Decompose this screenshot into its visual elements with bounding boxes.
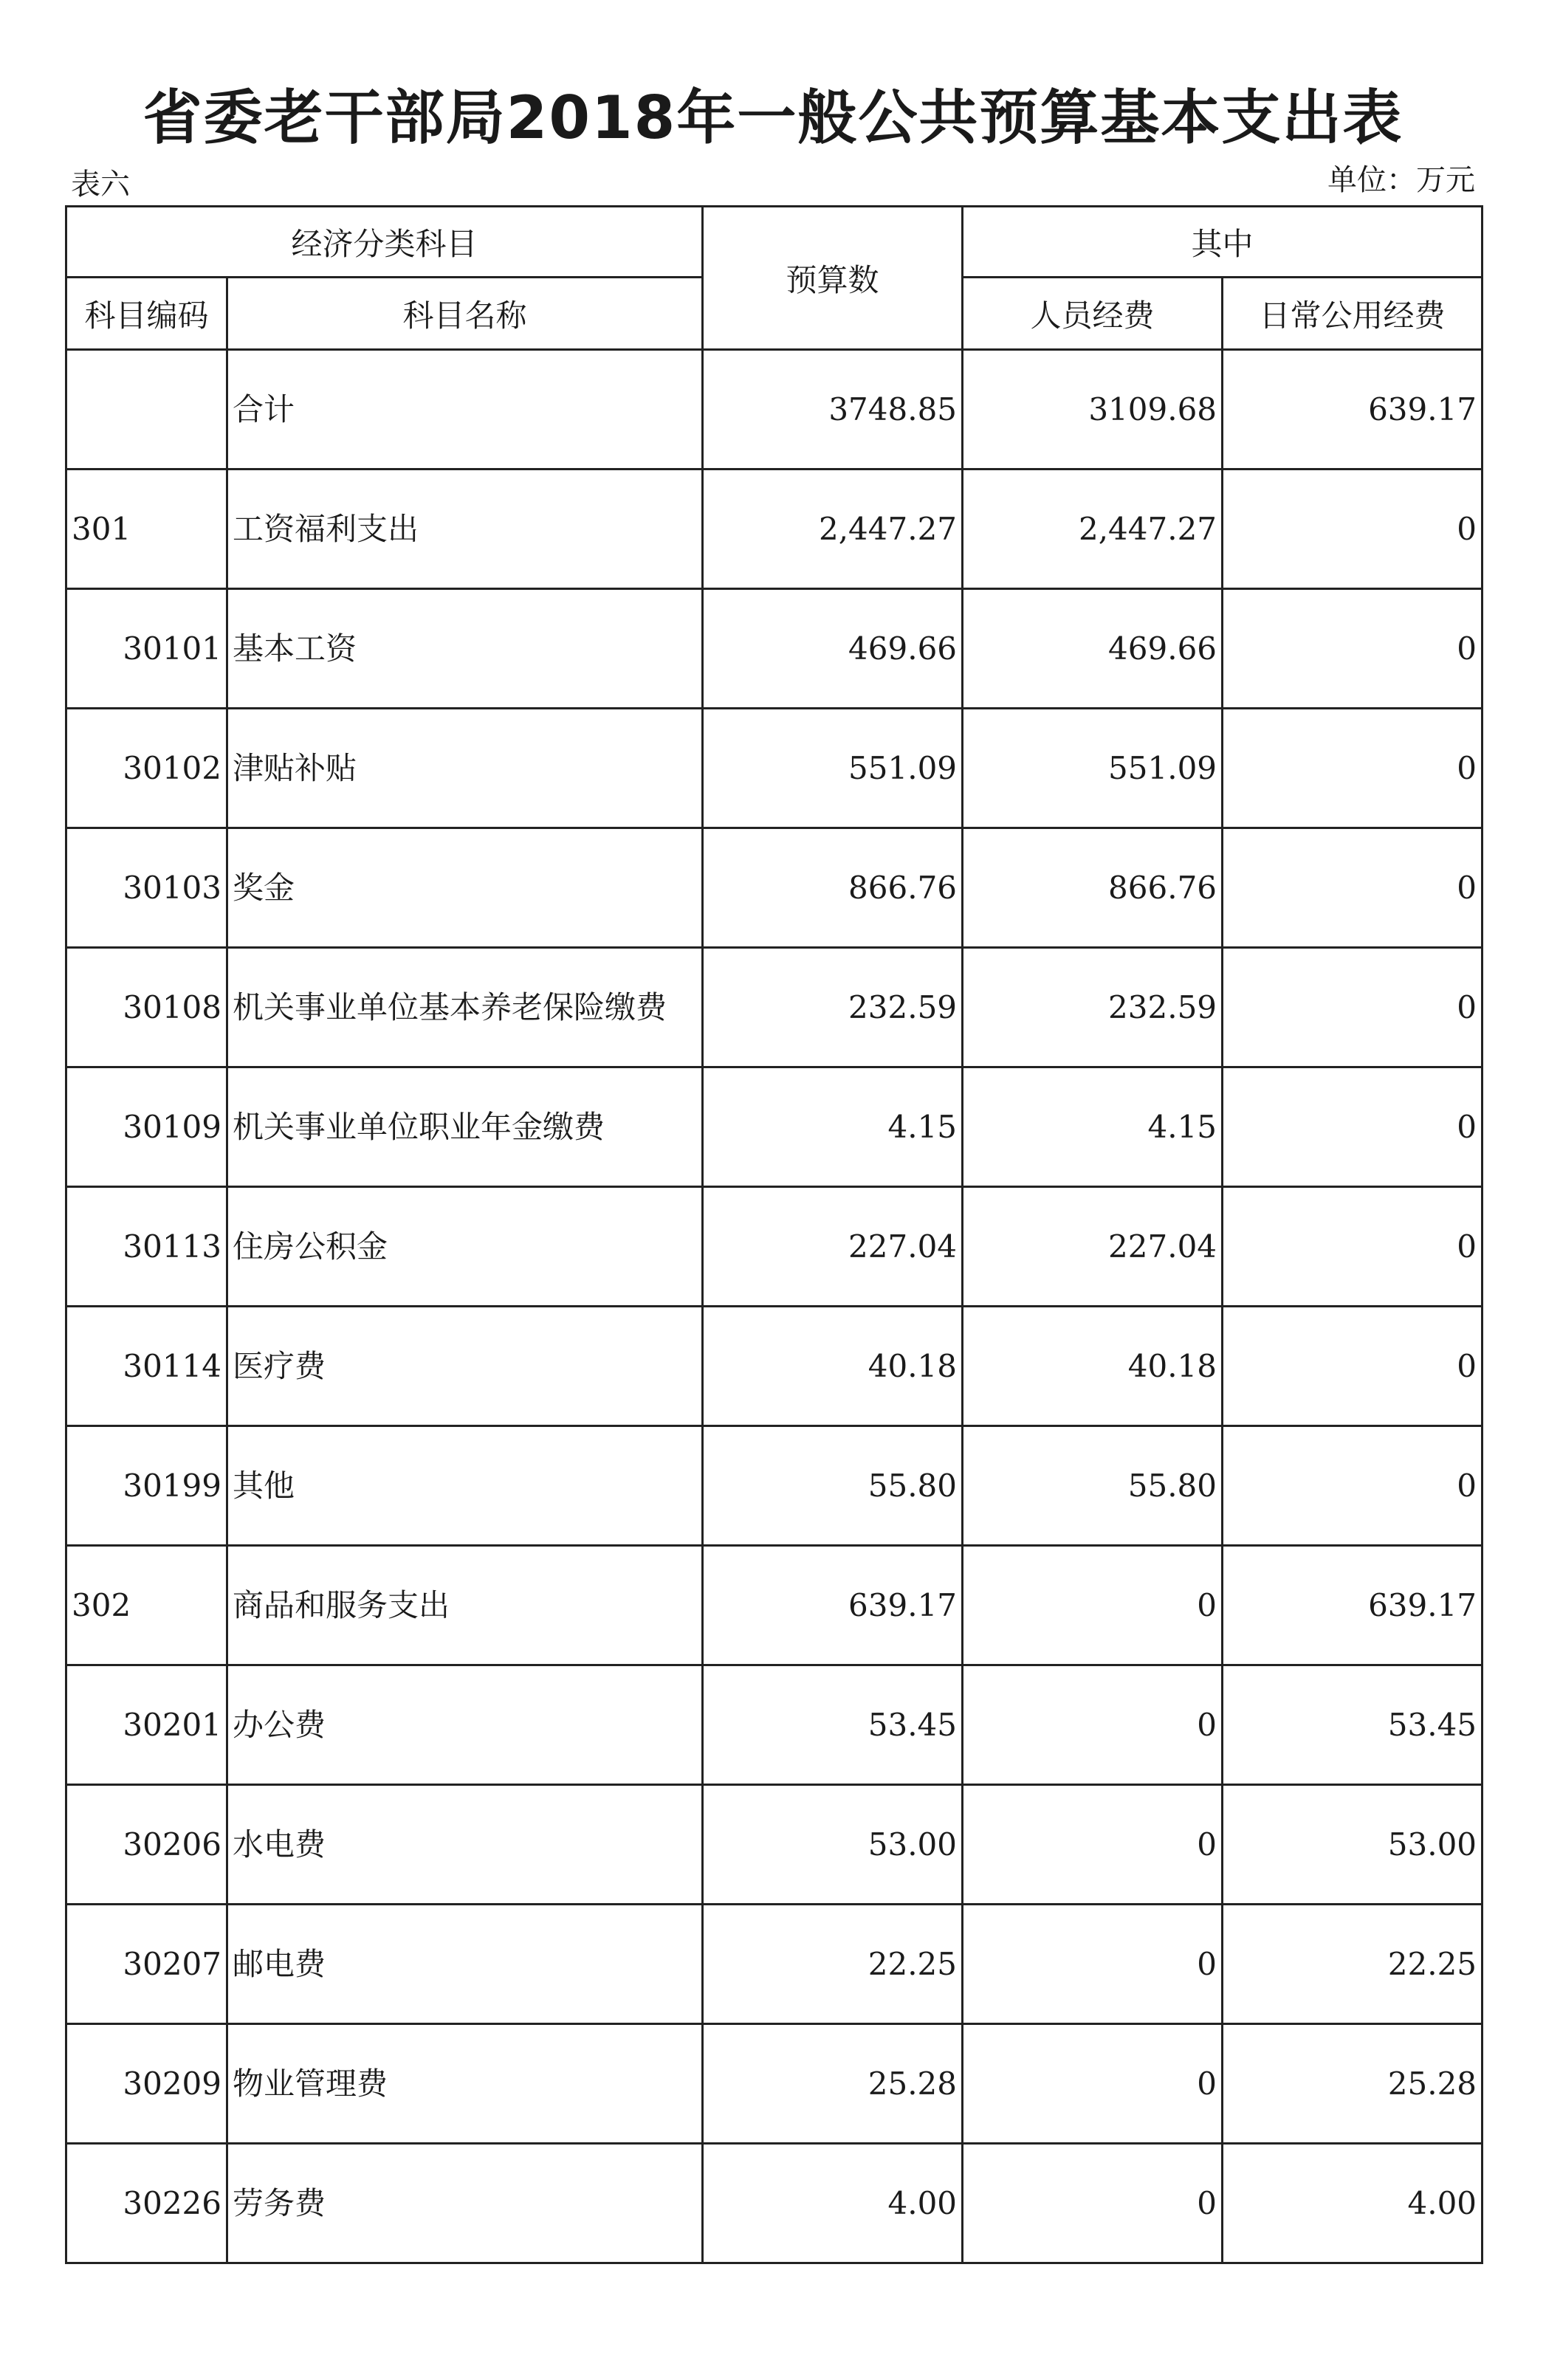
header-public: 日常公用经费 xyxy=(1223,278,1483,350)
name-cell: 机关事业单位职业年金缴费 xyxy=(227,1067,703,1187)
table-row-total xyxy=(66,350,1483,470)
public-cell: 25.28 xyxy=(1223,2024,1483,2144)
personnel-cell: 866.76 xyxy=(963,828,1223,948)
name-cell: 机关事业单位基本养老保险缴费 xyxy=(227,948,703,1067)
budget-cell: 639.17 xyxy=(703,1546,963,1665)
table-row xyxy=(66,470,1483,589)
table-row xyxy=(66,1067,1483,1187)
name-cell: 物业管理费 xyxy=(227,2024,703,2144)
budget-cell: 40.18 xyxy=(703,1307,963,1426)
name-cell: 住房公积金 xyxy=(227,1187,703,1307)
header-code: 科目编码 xyxy=(66,278,227,350)
personnel-cell: 55.80 xyxy=(963,1426,1223,1546)
personnel-cell: 40.18 xyxy=(963,1307,1223,1426)
unit-label: 单位：万元 xyxy=(1327,163,1475,197)
code-cell: 30114 xyxy=(66,1307,227,1426)
budget-cell: 4.15 xyxy=(703,1067,963,1187)
table-row xyxy=(66,2024,1483,2144)
code-cell: 30209 xyxy=(66,2024,227,2144)
budget-table xyxy=(65,205,1483,2264)
public-cell: 0 xyxy=(1223,828,1483,948)
budget-cell: 551.09 xyxy=(703,709,963,828)
budget-cell: 22.25 xyxy=(703,1905,963,2024)
header-budget: 预算数 xyxy=(703,207,963,350)
table-row xyxy=(66,1426,1483,1546)
public-cell: 0 xyxy=(1223,470,1483,589)
code-cell: 30226 xyxy=(66,2144,227,2263)
code-cell: 30201 xyxy=(66,1665,227,1785)
header-row-1 xyxy=(66,207,1483,278)
table-row xyxy=(66,1905,1483,2024)
public-cell: 0 xyxy=(1223,1187,1483,1307)
budget-cell: 53.45 xyxy=(703,1665,963,1785)
code-cell: 301 xyxy=(66,470,227,589)
name-cell: 办公费 xyxy=(227,1665,703,1785)
public-cell: 0 xyxy=(1223,1426,1483,1546)
personnel-cell: 0 xyxy=(963,2144,1223,2263)
header-name: 科目名称 xyxy=(227,278,703,350)
personnel-cell: 0 xyxy=(963,1546,1223,1665)
table-row xyxy=(66,1546,1483,1665)
budget-cell: 232.59 xyxy=(703,948,963,1067)
name-cell: 医疗费 xyxy=(227,1307,703,1426)
name-cell: 水电费 xyxy=(227,1785,703,1905)
table-row xyxy=(66,709,1483,828)
code-cell: 30102 xyxy=(66,709,227,828)
name-cell: 奖金 xyxy=(227,828,703,948)
table-row xyxy=(66,1665,1483,1785)
code-cell: 30199 xyxy=(66,1426,227,1546)
budget-cell: 3748.85 xyxy=(703,350,963,470)
name-cell: 劳务费 xyxy=(227,2144,703,2263)
code-cell: 30109 xyxy=(66,1067,227,1187)
name-cell: 合计 xyxy=(227,350,703,470)
budget-cell: 2,447.27 xyxy=(703,470,963,589)
budget-cell: 469.66 xyxy=(703,589,963,709)
public-cell: 0 xyxy=(1223,589,1483,709)
header-economic-category: 经济分类科目 xyxy=(66,207,703,278)
name-cell: 基本工资 xyxy=(227,589,703,709)
personnel-cell: 2,447.27 xyxy=(963,470,1223,589)
table-row xyxy=(66,1307,1483,1426)
table-row xyxy=(66,589,1483,709)
public-cell: 0 xyxy=(1223,948,1483,1067)
code-cell: 302 xyxy=(66,1546,227,1665)
code-cell: 30108 xyxy=(66,948,227,1067)
personnel-cell: 4.15 xyxy=(963,1067,1223,1187)
code-cell xyxy=(66,350,227,470)
table-row xyxy=(66,948,1483,1067)
code-cell: 30103 xyxy=(66,828,227,948)
public-cell: 0 xyxy=(1223,1067,1483,1187)
personnel-cell: 0 xyxy=(963,1665,1223,1785)
public-cell: 4.00 xyxy=(1223,2144,1483,2263)
table-label: 表六 xyxy=(71,168,130,202)
table-row xyxy=(66,828,1483,948)
name-cell: 工资福利支出 xyxy=(227,470,703,589)
name-cell: 商品和服务支出 xyxy=(227,1546,703,1665)
budget-cell: 866.76 xyxy=(703,828,963,948)
name-cell: 其他 xyxy=(227,1426,703,1546)
public-cell: 53.45 xyxy=(1223,1665,1483,1785)
public-cell: 53.00 xyxy=(1223,1785,1483,1905)
budget-cell: 53.00 xyxy=(703,1785,963,1905)
public-cell: 639.17 xyxy=(1223,1546,1483,1665)
code-cell: 30101 xyxy=(66,589,227,709)
budget-cell: 25.28 xyxy=(703,2024,963,2144)
personnel-cell: 227.04 xyxy=(963,1187,1223,1307)
table-row xyxy=(66,1785,1483,1905)
code-cell: 30206 xyxy=(66,1785,227,1905)
header-personnel: 人员经费 xyxy=(963,278,1223,350)
personnel-cell: 0 xyxy=(963,1905,1223,2024)
name-cell: 津贴补贴 xyxy=(227,709,703,828)
personnel-cell: 0 xyxy=(963,1785,1223,1905)
budget-cell: 55.80 xyxy=(703,1426,963,1546)
table-row xyxy=(66,1187,1483,1307)
personnel-cell: 469.66 xyxy=(963,589,1223,709)
personnel-cell: 232.59 xyxy=(963,948,1223,1067)
public-cell: 639.17 xyxy=(1223,350,1483,470)
budget-cell: 4.00 xyxy=(703,2144,963,2263)
code-cell: 30207 xyxy=(66,1905,227,2024)
personnel-cell: 551.09 xyxy=(963,709,1223,828)
header-of-which: 其中 xyxy=(963,207,1483,278)
page-title: 省委老干部局2018年一般公共预算基本支出表 xyxy=(142,83,1404,152)
code-cell: 30113 xyxy=(66,1187,227,1307)
personnel-cell: 0 xyxy=(963,2024,1223,2144)
budget-cell: 227.04 xyxy=(703,1187,963,1307)
table-row xyxy=(66,2144,1483,2263)
personnel-cell: 3109.68 xyxy=(963,350,1223,470)
public-cell: 0 xyxy=(1223,709,1483,828)
name-cell: 邮电费 xyxy=(227,1905,703,2024)
public-cell: 0 xyxy=(1223,1307,1483,1426)
public-cell: 22.25 xyxy=(1223,1905,1483,2024)
